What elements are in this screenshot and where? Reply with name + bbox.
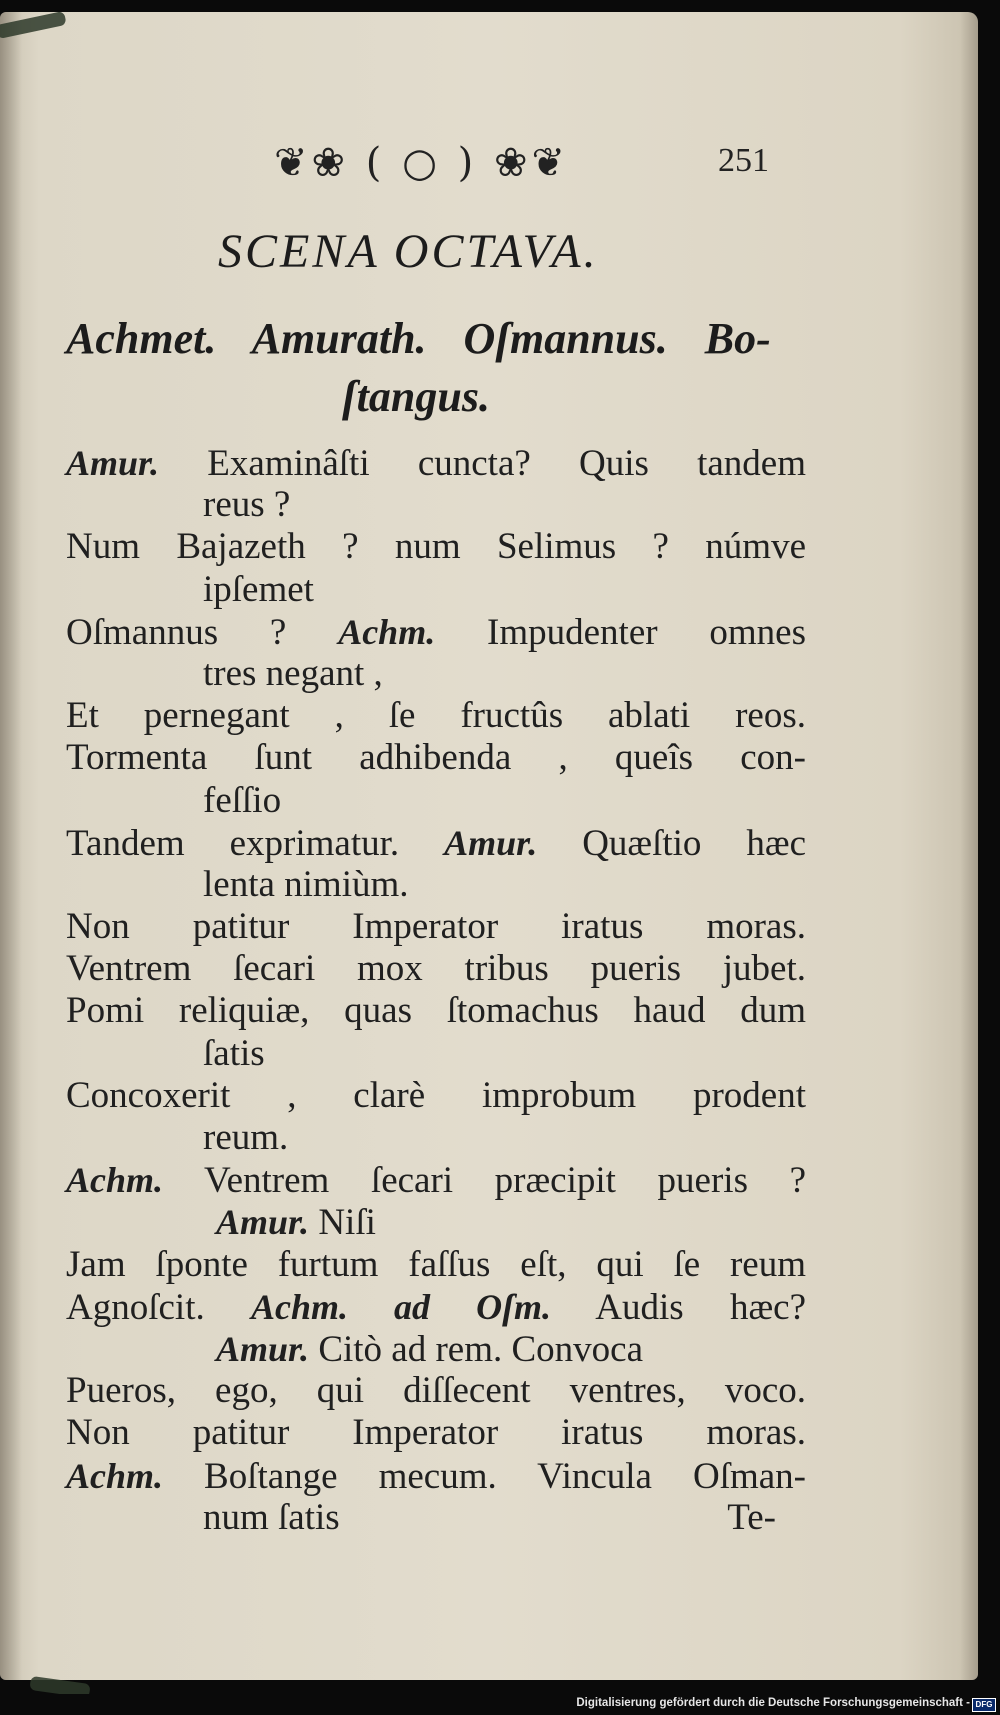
text-line <box>66 780 806 822</box>
text-line <box>66 1244 806 1286</box>
gutter-shadow <box>0 12 22 1680</box>
verse-continuation: reus ? <box>203 484 291 526</box>
personae-line: ſtangus. <box>342 372 490 421</box>
text-line <box>66 737 806 779</box>
funding-credit: Digitalisierung gefördert durch die Deutsche Forschungsgemeinschaft - <box>576 1697 970 1709</box>
verse-text: Pomi reliquiæ, quas ſtomachus haud dum <box>66 990 806 1032</box>
text-line <box>66 990 806 1032</box>
verse-text: Ventrem ſecari mox tribus pueris jubet. <box>66 948 806 990</box>
page-number: 251 <box>718 142 769 179</box>
verse-continuation: num ſatis <box>203 1496 340 1538</box>
book-page <box>0 12 978 1680</box>
text-line <box>66 948 806 990</box>
running-header <box>0 140 978 190</box>
text-line <box>66 1033 806 1075</box>
verse-text: Quæſtio hæc <box>582 822 807 864</box>
speaker-name: Amur. <box>66 443 160 483</box>
verse-continuation: tres negant , <box>203 652 383 694</box>
verse-text: Num Bajazeth ? num Selimus ? númve <box>66 526 806 568</box>
speaker-name: Achm. <box>66 1455 164 1496</box>
verse-text: Examinâſti cuncta? Quis tandem <box>207 443 806 484</box>
play-text <box>66 442 806 1539</box>
verse-continuation: ipſemet <box>203 568 314 610</box>
verse-text: Ventrem ſecari præcipit pueris ? <box>203 1160 806 1202</box>
verse-text: Citò ad rem. Convoca <box>318 1328 644 1370</box>
text-line <box>66 1075 806 1117</box>
text-line <box>66 695 806 737</box>
speaker-name: Amur. <box>216 1328 310 1369</box>
catchword: Te- <box>727 1496 776 1538</box>
text-line <box>66 1455 806 1497</box>
verse-text: Concoxerit , clarè improbum prodent <box>66 1074 806 1116</box>
verse-text: Niſi <box>318 1202 376 1244</box>
text-line <box>66 569 806 611</box>
text-line <box>66 822 806 864</box>
verse-continuation: feſſio <box>203 779 282 821</box>
verse-continuation: lenta nimiùm. <box>203 863 409 905</box>
dramatis-personae <box>66 310 796 426</box>
header-ornament: ❦❀ ( ○ ) ❀❦ <box>274 140 570 186</box>
text-line <box>66 1117 806 1159</box>
speaker-name: Amur. <box>216 1202 310 1243</box>
verse-continuation: ſatis <box>203 1032 265 1074</box>
text-line <box>66 653 806 695</box>
text-line <box>66 1370 806 1412</box>
scene-title: SCENA OCTAVA. <box>218 225 599 278</box>
text-line <box>66 1159 806 1201</box>
verse-text: Pueros, ego, qui diſſecent ventres, voco. <box>66 1370 806 1412</box>
verse-text: Tormenta ſunt adhibenda , queîs con- <box>66 737 806 779</box>
text-line <box>66 906 806 948</box>
text-line <box>66 864 806 906</box>
verse-text: Tandem exprimatur. <box>66 822 400 864</box>
edge-shadow <box>960 12 978 1680</box>
verse-text: Agnoſcit. <box>66 1286 205 1328</box>
text-line <box>66 611 806 653</box>
verse-text: Impudenter omnes <box>487 611 807 653</box>
verse-text: Oſmannus ? <box>66 611 287 653</box>
text-line <box>66 1497 806 1539</box>
verse-text: Et pernegant , ſe fructûs ablati reos. <box>66 695 806 737</box>
speaker-name: Achm. <box>338 611 436 652</box>
text-line <box>66 526 806 568</box>
text-line <box>66 1201 806 1243</box>
text-line <box>66 1412 806 1454</box>
speaker-name: Achm. <box>66 1160 164 1201</box>
verse-text: Non patitur Imperator iratus moras. <box>66 906 806 948</box>
verse-continuation: reum. <box>203 1117 289 1158</box>
text-line <box>66 484 806 526</box>
stage-direction: Achm. ad Oſm. <box>251 1286 552 1327</box>
speaker-name: Amur. <box>444 822 538 863</box>
text-line <box>66 1328 806 1370</box>
verse-text: Jam ſponte furtum faſſus eſt, qui ſe reum <box>66 1243 806 1285</box>
verse-text: Audis hæc? <box>595 1286 806 1328</box>
personae-line: Achmet. Amurath. Oſmannus. Bo- <box>66 314 771 363</box>
verse-text: Non patitur Imperator iratus moras. <box>66 1412 806 1454</box>
text-line <box>66 442 806 484</box>
text-line <box>66 1286 806 1328</box>
dfg-logo: DFG <box>972 1698 996 1712</box>
verse-text: Boſtange mecum. Vincula Oſman- <box>204 1455 806 1497</box>
